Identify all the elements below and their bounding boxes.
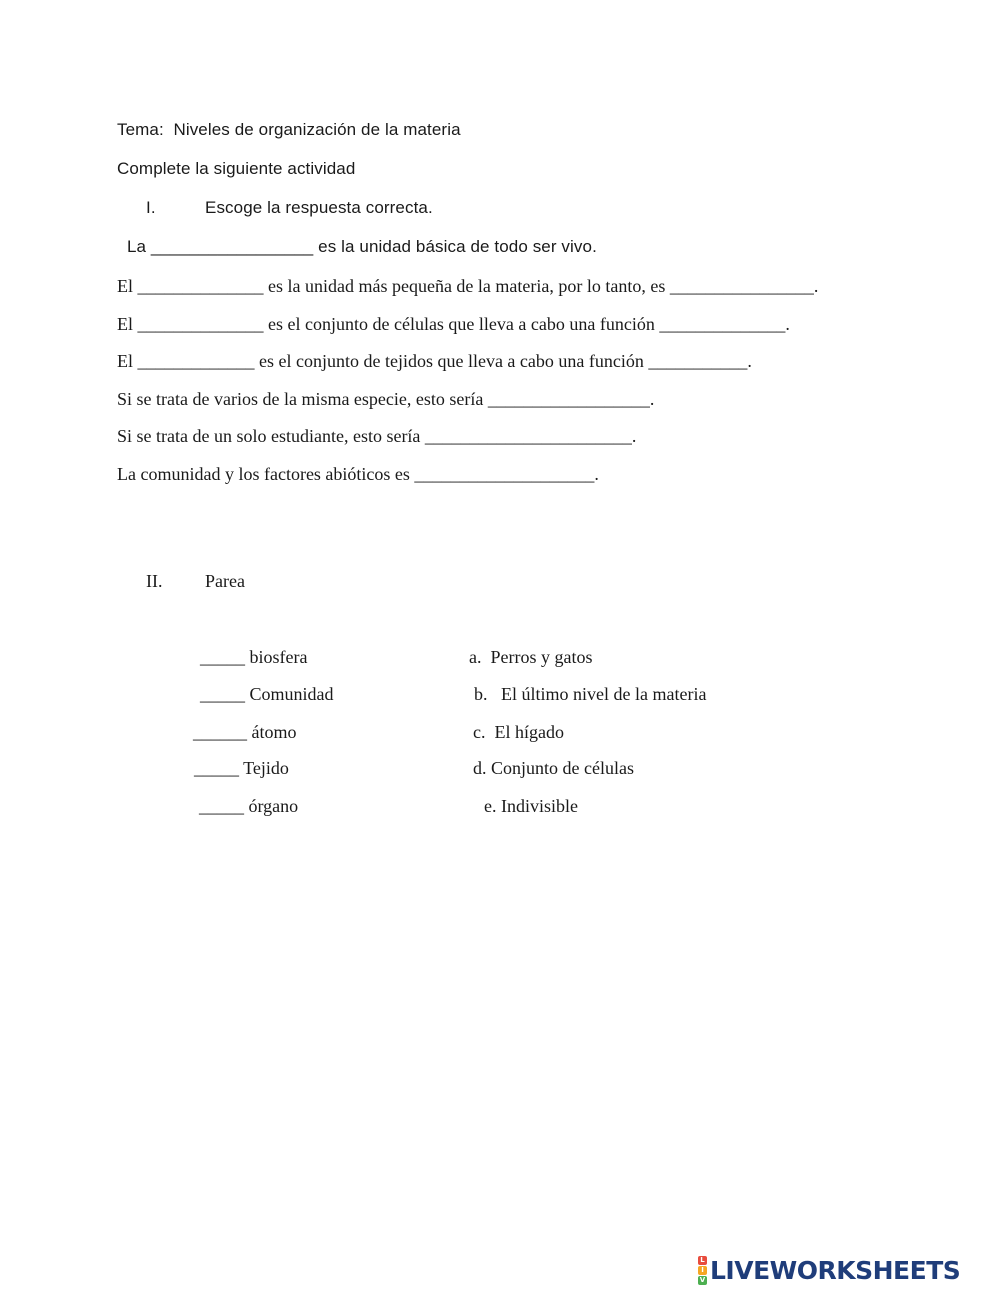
topic-title: Tema: Niveles de organización de la materia [117,120,461,139]
instruction-text: Complete la siguiente actividad [117,159,356,178]
question-3: El ______________ es el conjunto de células que lleva a cabo una función ______________. [117,314,790,334]
section-1-number: I. [146,198,156,217]
liveworksheets-logo [698,1254,960,1286]
liveworksheets-logo-icon [698,1256,707,1285]
section-2-title: Parea [205,571,245,591]
section-2-number: II. [146,571,163,591]
match-left-item: ______ átomo [193,722,297,742]
match-left-item: _____ Comunidad [200,684,334,704]
logo-block-i: I [698,1266,707,1275]
match-left-item: _____ Tejido [194,758,289,778]
liveworksheets-brand-text: LIVEWORKSHEETS [710,1255,961,1285]
match-right-item: d. Conjunto de células [473,758,634,778]
match-right-item: e. Indivisible [484,796,578,816]
question-1: La _________________ es la unidad básica de todo ser vivo. [127,237,597,256]
question-5: Si se trata de varios de la misma especie, esto sería __________________. [117,389,655,409]
question-2: El ______________ es la unidad más pequeña de la materia, por lo tanto, es ________________. [117,276,819,296]
logo-block-l: L [698,1256,707,1265]
question-7: La comunidad y los factores abióticos es ____________________. [117,464,599,484]
match-left-item: _____ órgano [199,796,299,816]
question-6: Si se trata de un solo estudiante, esto sería _______________________. [117,426,637,446]
question-4: El _____________ es el conjunto de tejidos que lleva a cabo una función ___________. [117,351,752,371]
match-right-item: b. El último nivel de la materia [474,684,707,704]
logo-block-v: V [699,1275,706,1284]
match-right-item: c. El hígado [473,722,564,742]
match-left-item: _____ biosfera [200,647,308,667]
section-1-title: Escoge la respuesta correcta. [205,198,433,217]
match-right-item: a. Perros y gatos [469,647,593,667]
